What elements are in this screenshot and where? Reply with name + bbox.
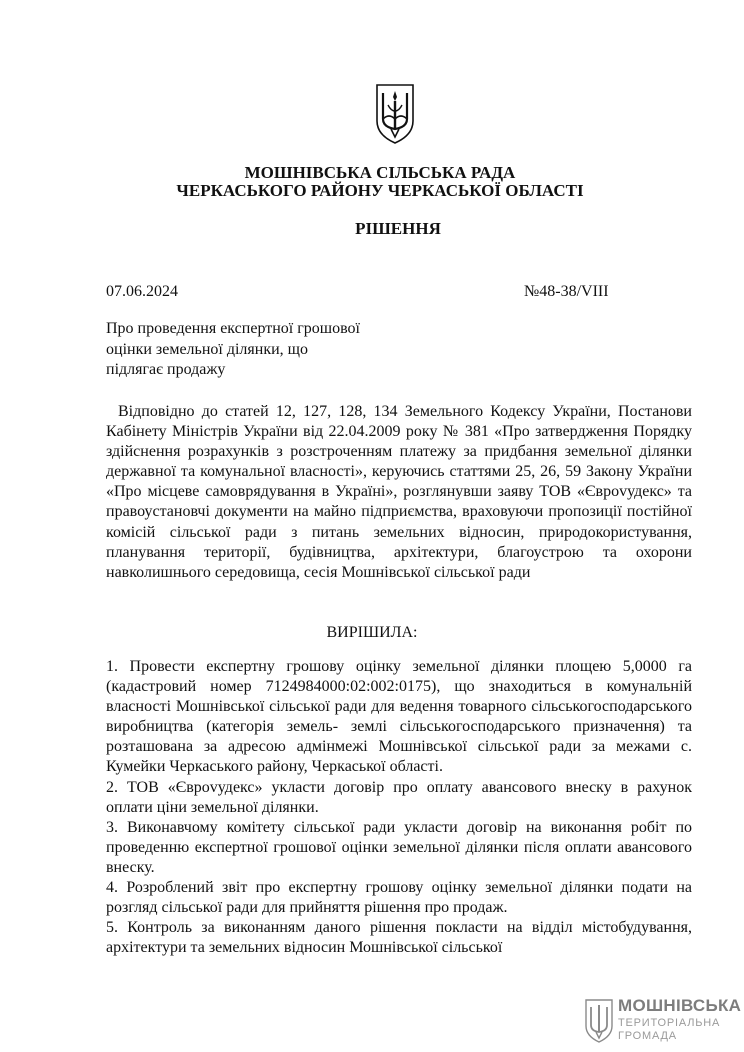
council-name: МОШНІВСЬКА СІЛЬСЬКА РАДА: [244, 163, 516, 182]
logo-subtitle: ТЕРИТОРІАЛЬНА: [618, 1017, 721, 1029]
document-type: РІШЕННЯ: [355, 219, 441, 238]
logo-name: МОШНІВСЬКА: [618, 996, 742, 1015]
decision-item: 4. Розроблений звіт про експертну грошову оцінку земельної ділянки подати на розгляд сільської ради для прийняття рішення про продаж.: [106, 879, 692, 917]
trident-logo-icon: [584, 998, 614, 1044]
district-name: ЧЕРКАСЬКОГО РАЙОНУ ЧЕРКАСЬКОЇ ОБЛАСТІ: [176, 181, 584, 200]
decision-number: №48-38/VIII: [524, 283, 609, 300]
decision-subject: Про проведення експертної грошової оцінки земельної ділянки, що підлягає продажу: [106, 320, 360, 378]
decided-heading: ВИРІШИЛА:: [326, 624, 418, 641]
decision-item: 2. ТОВ «Єврovудекс» укласти договір про оплату авансового внеску в рахунок оплати ціни земельної ділянки.: [106, 778, 692, 816]
preamble-paragraph: Відповідно до статей 12, 127, 128, 134 Земельного Кодексу України, Постанови Кабінету Міністрів України від 22.04.2009 року № 381 «Про затвердження Порядку здійснення розрахунків з розстроченням платежу за придбання земельної ділянки державної та комунальної власності», керуючись статтями 25, 26, 59 Закону України «Про місцеве самоврядування в Україні», розглянувши заяву ТОВ «Єврovудекс» та правоустановчі документи на майно підприємства, враховуючи пропозиції постійної комісій сільської ради з питань земельних відносин, природокористування, планування території, будівництва, архітектури, благоустрою та охорони навколишнього середовища, сесія Мошнівської сільської ради: [106, 403, 692, 581]
decision-item: 1. Провести експертну грошову оцінку земельної ділянки площею 5,0000 га (кадастровий номер 7124984000:02:002:0175), що знаходиться в комунальній власності Мошнівської сільської ради для ведення товарного сільськогосподарського виробництва (категорія земель- землі сільськогосподарського призначення) та розташована за адресою адмінмежі Мошнівської сільської ради за межами с. Кумейки Черкаського району, Черкаської області.: [106, 658, 692, 776]
decision-item: 5. Контроль за виконанням даного рішення покласти на відділ містобудування, архітектури та земельних відносин Мошнівської сільської: [106, 919, 692, 957]
decision-date: 07.06.2024: [106, 283, 178, 300]
community-logo: [584, 996, 742, 1048]
logo-subtitle: ГРОМАДА: [618, 1030, 677, 1042]
trident-coat-of-arms-icon: [374, 83, 416, 145]
decision-item: 3. Виконавчому комітету сільської ради укласти договір на виконання робіт по проведенню експертної грошової оцінки земельної ділянки після оплати авансового внеску.: [106, 818, 692, 876]
decision-items: [106, 657, 692, 958]
